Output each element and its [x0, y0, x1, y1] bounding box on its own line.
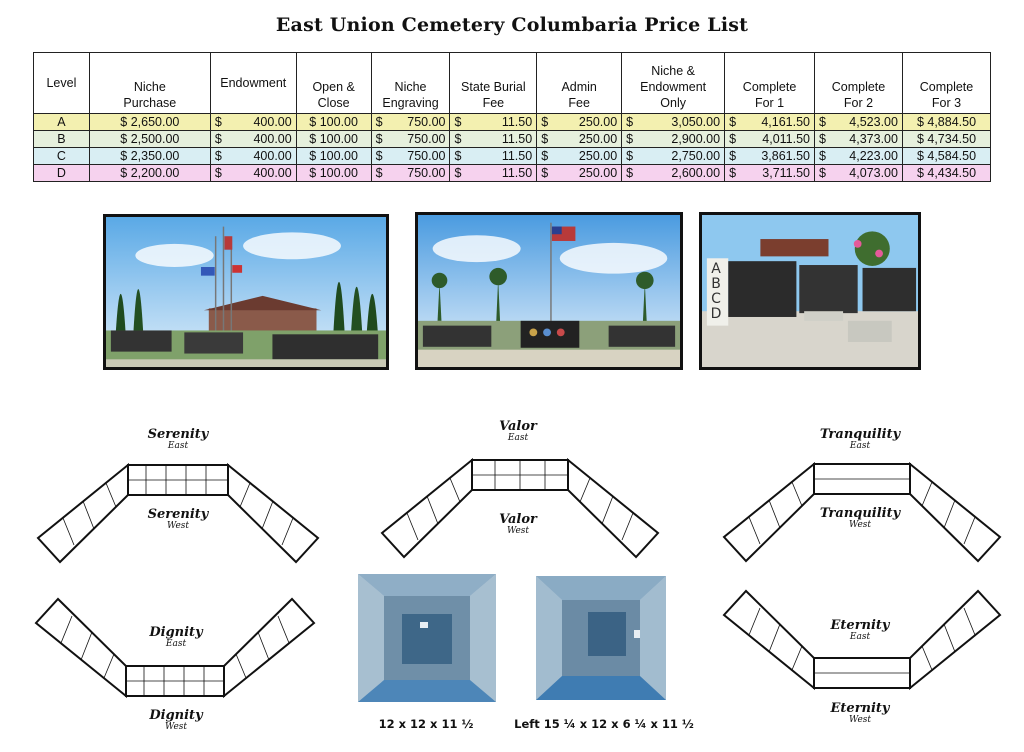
cell-niche-endowment-only: $ 2,900.00 [622, 131, 725, 148]
label-serenity-east: Serenity East [147, 427, 209, 451]
table-header-row [34, 53, 991, 114]
header-complete-2: Complete For 2 [815, 53, 903, 114]
cell-open-close: $ 100.00 [296, 114, 371, 131]
photo-niche-left [536, 576, 666, 700]
cell-niche-engraving: $ 750.00 [371, 148, 450, 165]
header-level: Level [34, 53, 90, 114]
label-valor-west: Valor West [499, 512, 537, 536]
cell-niche-purchase: $ 2,650.00 [89, 114, 210, 131]
label-valor-east: Valor East [499, 419, 537, 443]
label-serenity-west: Serenity West [147, 507, 209, 531]
photo-niche-wall-abcd [699, 212, 921, 370]
photo-panel-letter: D [710, 306, 722, 322]
cell-admin-fee: $ 250.00 [537, 165, 622, 182]
header-open-close: Open & Close [296, 53, 371, 114]
photo-panel-letter: A [711, 261, 721, 277]
cell-niche-endowment-only: $ 3,050.00 [622, 114, 725, 131]
cell-open-close: $ 100.00 [296, 148, 371, 165]
cell-admin-fee: $ 250.00 [537, 131, 622, 148]
cell-niche-purchase: $ 2,200.00 [89, 165, 210, 182]
header-admin-fee: Admin Fee [537, 53, 622, 114]
photo-columbarium-flags [103, 214, 389, 370]
diagram-valor [380, 458, 660, 563]
label-eternity-west: Eternity West [830, 701, 890, 725]
table-row [34, 148, 991, 165]
cell-endowment: $ 400.00 [210, 165, 296, 182]
cell-complete-1: $ 3,711.50 [725, 165, 815, 182]
photo-panel-letter: C [711, 291, 721, 307]
cell-niche-engraving: $ 750.00 [371, 131, 450, 148]
cell-level: D [34, 165, 90, 182]
cell-complete-2: $ 4,523.00 [815, 114, 903, 131]
cell-endowment: $ 400.00 [210, 148, 296, 165]
label-tranquility-east: Tranquility East [819, 427, 901, 451]
cell-state-burial-fee: $ 11.50 [450, 148, 537, 165]
cell-niche-purchase: $ 2,500.00 [89, 131, 210, 148]
header-complete-3: Complete For 3 [902, 53, 990, 114]
cell-open-close: $ 100.00 [296, 131, 371, 148]
cell-niche-engraving: $ 750.00 [371, 114, 450, 131]
cell-level: A [34, 114, 90, 131]
niche-dimension-standard: 12 x 12 x 11 ½ [378, 717, 474, 731]
cell-admin-fee: $ 250.00 [537, 114, 622, 131]
label-dignity-east: Dignity East [149, 625, 203, 649]
page-title: East Union Cemetery Columbaria Price List [275, 14, 749, 36]
photo-panel-letter: B [711, 276, 721, 292]
cell-complete-3: $ 4,434.50 [902, 165, 990, 182]
cell-complete-1: $ 3,861.50 [725, 148, 815, 165]
cell-level: C [34, 148, 90, 165]
header-state-burial-fee: State Burial Fee [450, 53, 537, 114]
cell-state-burial-fee: $ 11.50 [450, 165, 537, 182]
cell-niche-purchase: $ 2,350.00 [89, 148, 210, 165]
cell-niche-endowment-only: $ 2,600.00 [622, 165, 725, 182]
header-niche-endowment-only: Niche & Endowment Only [622, 53, 725, 114]
header-complete-1: Complete For 1 [725, 53, 815, 114]
table-row [34, 165, 991, 182]
price-table [33, 52, 991, 182]
cell-complete-3: $ 4,734.50 [902, 131, 990, 148]
table-row [34, 131, 991, 148]
cell-state-burial-fee: $ 11.50 [450, 131, 537, 148]
label-eternity-east: Eternity East [830, 618, 890, 642]
cell-state-burial-fee: $ 11.50 [450, 114, 537, 131]
cell-endowment: $ 400.00 [210, 131, 296, 148]
header-niche-engraving: Niche Engraving [371, 53, 450, 114]
header-niche-purchase: Niche Purchase [89, 53, 210, 114]
label-dignity-west: Dignity West [149, 708, 203, 732]
photo-memorial-wall [415, 212, 683, 370]
cell-niche-engraving: $ 750.00 [371, 165, 450, 182]
cell-complete-1: $ 4,011.50 [725, 131, 815, 148]
label-tranquility-west: Tranquility West [819, 506, 901, 530]
cell-complete-1: $ 4,161.50 [725, 114, 815, 131]
cell-complete-3: $ 4,584.50 [902, 148, 990, 165]
photo-panel-letters [707, 262, 725, 322]
photo-niche-standard [358, 574, 496, 702]
cell-admin-fee: $ 250.00 [537, 148, 622, 165]
cell-niche-endowment-only: $ 2,750.00 [622, 148, 725, 165]
cell-endowment: $ 400.00 [210, 114, 296, 131]
cell-complete-2: $ 4,373.00 [815, 131, 903, 148]
cell-open-close: $ 100.00 [296, 165, 371, 182]
table-row [34, 114, 991, 131]
cell-level: B [34, 131, 90, 148]
cell-complete-3: $ 4,884.50 [902, 114, 990, 131]
niche-dimension-left: Left 15 ¼ x 12 x 6 ¼ x 11 ½ [514, 717, 694, 731]
cell-complete-2: $ 4,073.00 [815, 165, 903, 182]
cell-complete-2: $ 4,223.00 [815, 148, 903, 165]
header-endowment: Endowment [210, 53, 296, 114]
